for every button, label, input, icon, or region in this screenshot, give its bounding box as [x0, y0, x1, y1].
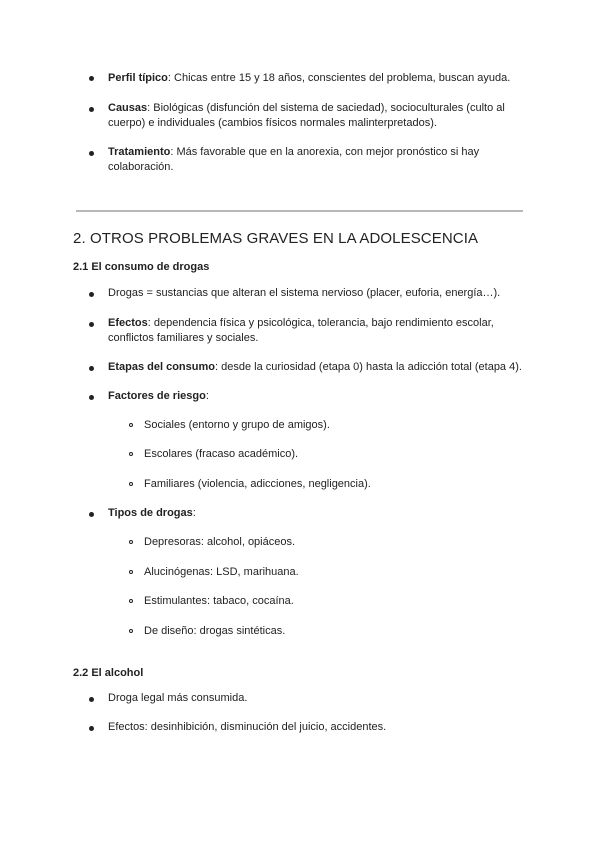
circle-bullet-icon [129, 540, 133, 544]
desc-etapas: : desde la curiosidad (etapa 0) hasta la adicción total (etapa 4). [214, 361, 522, 373]
circle-bullet-icon [129, 570, 133, 574]
list-item-text [108, 71, 510, 86]
term-etapas: Etapas del consumo [108, 361, 215, 373]
list-item-text: Droga legal más consumida. [108, 692, 248, 704]
bullet-icon [89, 76, 94, 81]
desc-causas: : Biológicas (disfunción del sistema de saciedad), socioculturales (culto al cuerpo) e individuales (cambios físicos normales malinterpretados). [108, 102, 505, 129]
horizontal-divider [76, 210, 523, 212]
term-efectos: Efectos [108, 317, 148, 329]
bullet-icon [89, 395, 94, 400]
bullet-icon [89, 726, 94, 731]
list-item-text [108, 316, 518, 346]
circle-bullet-icon [129, 629, 133, 633]
term-causas: Causas [108, 102, 148, 114]
list-item-text [108, 101, 523, 131]
bullet-icon [89, 322, 94, 327]
circle-bullet-icon [129, 482, 133, 486]
colon: : [205, 390, 209, 402]
term-perfil: Perfil típico [108, 72, 168, 84]
term-factores: Factores de riesgo [108, 390, 206, 402]
bullet-icon [89, 697, 94, 702]
definition-text: Drogas = sustancias que alteran el sistema nervioso (placer, euforia, energía…). [108, 287, 501, 299]
list-item-text [108, 389, 209, 404]
bullet-icon [89, 151, 94, 156]
sub-list-text: Sociales (entorno y grupo de amigos). [144, 419, 330, 431]
subsection-heading-drogas: 2.1 El consumo de drogas [73, 261, 210, 273]
list-item-text [108, 360, 522, 375]
circle-bullet-icon [129, 599, 133, 603]
list-item-text [108, 145, 523, 175]
sub-list-text: Alucinógenas: LSD, marihuana. [144, 566, 299, 578]
bullet-icon [89, 512, 94, 517]
term-tipos: Tipos de drogas [108, 507, 193, 519]
section-heading: 2. OTROS PROBLEMAS GRAVES EN LA ADOLESCENCIA [73, 230, 479, 247]
subsection-heading-alcohol: 2.2 El alcohol [73, 667, 144, 679]
desc-efectos: : dependencia física y psicológica, tolerancia, bajo rendimiento escolar, conflictos familiares y sociales. [108, 317, 494, 344]
bullet-icon [89, 366, 94, 371]
sub-list-text: Familiares (violencia, adicciones, negligencia). [144, 478, 371, 490]
colon: : [192, 507, 196, 519]
sub-list-text: Escolares (fracaso académico). [144, 448, 299, 460]
desc-perfil: : Chicas entre 15 y 18 años, conscientes del problema, buscan ayuda. [167, 72, 511, 84]
sub-list-text: De diseño: drogas sintéticas. [144, 625, 286, 637]
sub-list-text: Estimulantes: tabaco, cocaína. [144, 595, 294, 607]
term-tratamiento: Tratamiento [108, 146, 171, 158]
list-item-text [108, 506, 196, 521]
circle-bullet-icon [129, 423, 133, 427]
bullet-icon [89, 292, 94, 297]
list-item-text: Efectos: desinhibición, disminución del juicio, accidentes. [108, 721, 387, 733]
bullet-icon [89, 107, 94, 112]
circle-bullet-icon [129, 452, 133, 456]
sub-list-text: Depresoras: alcohol, opiáceos. [144, 536, 296, 548]
desc-tratamiento: : Más favorable que en la anorexia, con mejor pronóstico si hay colaboración. [108, 146, 480, 173]
